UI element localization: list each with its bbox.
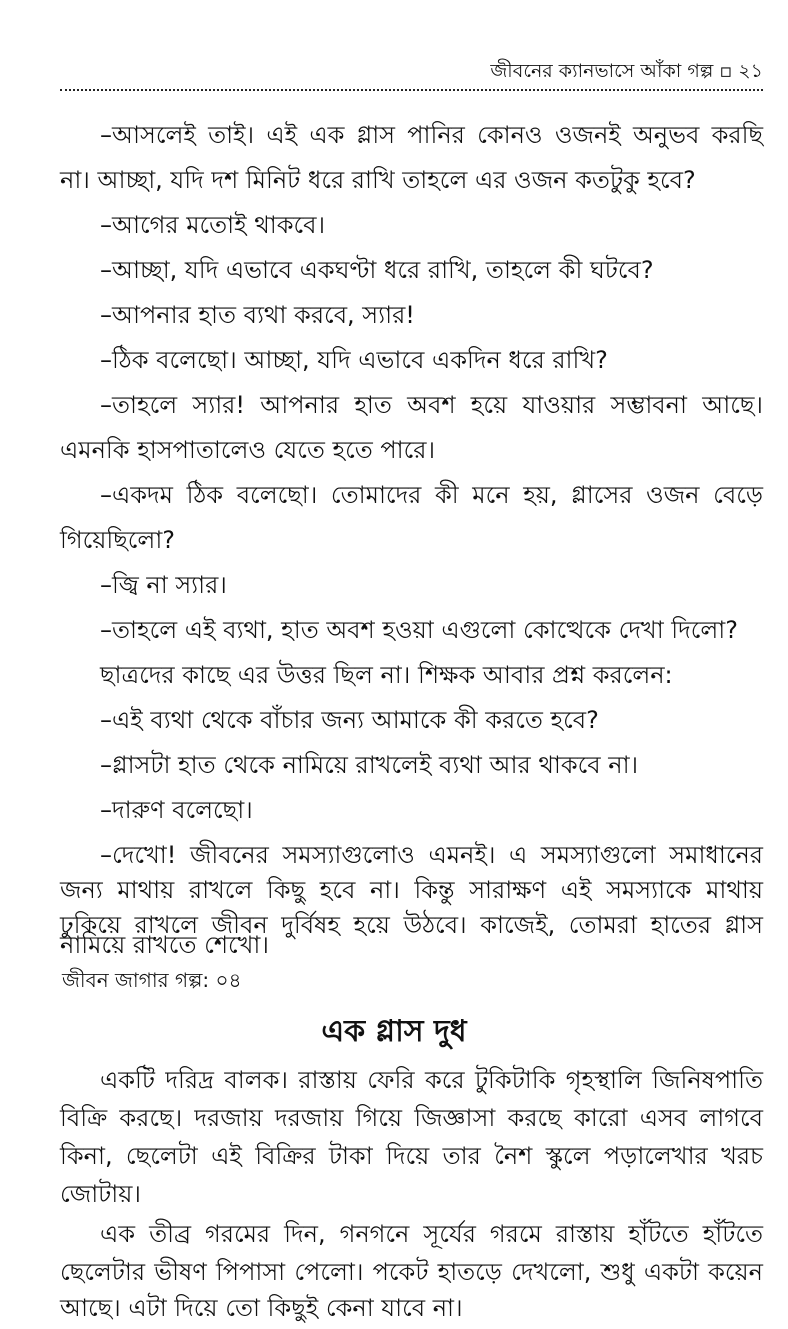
- story-series-label: জীবন জাগার গল্প: ০৪: [62, 968, 242, 992]
- text-line: না। আচ্ছা, যদি দশ মিনিট ধরে রাখি তাহলে এর ওজন কতটুকু হবে?: [60, 166, 696, 194]
- text-line: –তাহলে স্যার! আপনার হাত অবশ হয়ে যাওয়ার সম্ভাবনা আছে।: [100, 391, 763, 419]
- text-line: ছেলেটার ভীষণ পিপাসা পেলো। পকেট হাতড়ে দেখলো, শুধু একটা কয়েন: [60, 1258, 763, 1286]
- text-line: –জ্বি না স্যার।: [100, 571, 227, 599]
- text-line: –এই ব্যথা থেকে বাঁচার জন্য আমাকে কী করতে হবে?: [100, 706, 599, 734]
- text-line: –গ্লাসটা হাত থেকে নামিয়ে রাখলেই ব্যথা আর থাকবে না।: [100, 751, 639, 779]
- text-line: এমনকি হাসপাতালেও যেতে হতে পারে।: [60, 436, 436, 464]
- text-line: একটি দরিদ্র বালক। রাস্তায় ফেরি করে টুকিটাকি গৃহস্থালি জিনিষপাতি: [100, 1066, 763, 1094]
- running-header: জীবনের ক্যানভাসে আঁকা গল্প ▫ ২১: [490, 60, 763, 82]
- text-line: জোটায়।: [60, 1180, 141, 1208]
- text-line: ঢুকিয়ে রাখলে জীবন দুর্বিষহ হয়ে উঠবে। কাজেই, তোমরা হাতের গ্লাস: [60, 911, 763, 939]
- text-line: –ঠিক বলেছো। আচ্ছা, যদি এভাবে একদিন ধরে রাখি?: [100, 346, 608, 374]
- text-line: –আচ্ছা, যদি এভাবে একঘণ্টা ধরে রাখি, তাহলে কী ঘটবে?: [100, 256, 654, 284]
- text-line: আছে। এটা দিয়ে তো কিছুই কেনা যাবে না।: [60, 1294, 463, 1322]
- text-line: –দেখো! জীবনের সমস্যাগুলোও এমনই। এ সমস্যাগুলো সমাধানের: [100, 841, 763, 869]
- text-line: এক তীব্র গরমের দিন, গনগনে সূর্যের গরমে রাস্তায় হাঁটতে হাঁটতে: [100, 1220, 763, 1248]
- story-title: এক গ্লাস দুধ: [321, 1014, 467, 1049]
- text-line: নামিয়ে রাখতে শেখো।: [60, 931, 269, 959]
- text-line: –দারুণ বলেছো।: [100, 796, 253, 824]
- text-line: ছাত্রদের কাছে এর উত্তর ছিল না। শিক্ষক আবার প্রশ্ন করলেন:: [100, 661, 673, 689]
- text-line: –আপনার হাত ব্যথা করবে, স্যার!: [100, 301, 415, 329]
- text-line: কিনা, ছেলেটা এই বিক্রির টাকা দিয়ে তার নৈশ স্কুলে পড়ালেখার খরচ: [60, 1142, 763, 1170]
- header-dotted-rule: [60, 89, 763, 91]
- text-line: –আসলেই তাই। এই এক গ্লাস পানির কোনও ওজনই অনুভব করছি: [100, 121, 763, 149]
- text-line: বিক্রি করছে। দরজায় দরজায় গিয়ে জিজ্ঞাসা করছে কারো এসব লাগবে: [60, 1104, 763, 1132]
- text-line: –একদম ঠিক বলেছো। তোমাদের কী মনে হয়, গ্লাসের ওজন বেড়ে: [100, 481, 763, 509]
- text-line: –আগের মতোই থাকবে।: [100, 211, 326, 239]
- text-line: জন্য মাথায় রাখলে কিছু হবে না। কিন্তু সারাক্ষণ এই সমস্যাকে মাথায়: [60, 876, 763, 904]
- text-line: –তাহলে এই ব্যথা, হাত অবশ হওয়া এগুলো কোত্থেকে দেখা দিলো?: [100, 616, 738, 644]
- text-line: গিয়েছিলো?: [60, 526, 176, 554]
